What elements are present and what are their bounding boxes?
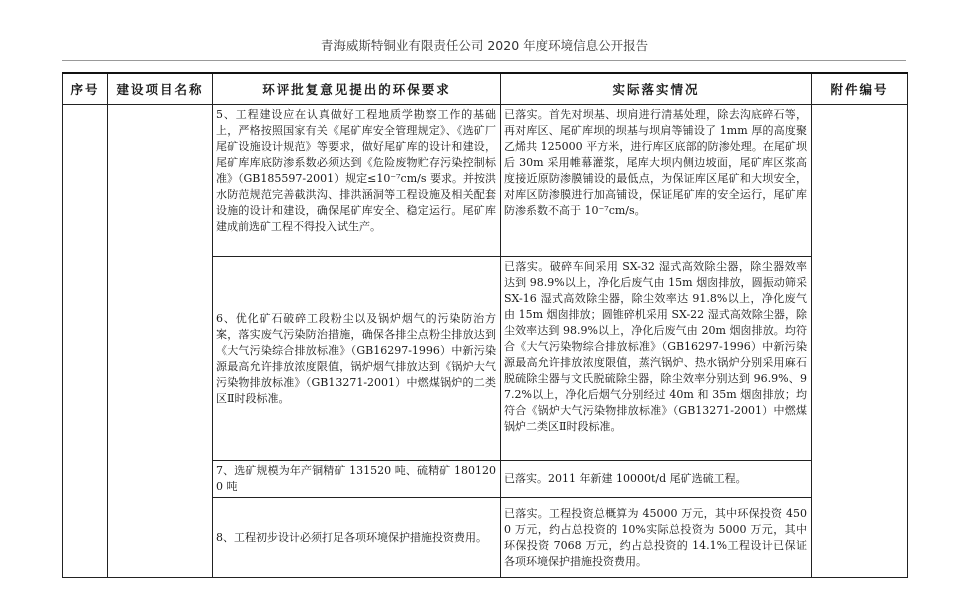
- project-name-cell: [108, 105, 213, 578]
- column-header-project-name: 建设项目名称: [108, 73, 213, 105]
- requirement-text: 7、选矿规模为年产铜精矿 131520 吨、硫精矿 1801200 吨: [216, 464, 496, 493]
- requirement-text: 5、工程建设应在认真做好工程地质学勘察工作的基础上，严格按照国家有关《尾矿库安全管理规定》、《选矿厂尾矿设施设计规范》等要求，做好尾矿库的设计和建设，尾矿库库底防渗系数必须达到《危险废物贮存污染控制标准》（GB185597-2001）规定≤10⁻⁷cm/s 要求。并按洪水防范规范完善截洪沟、排洪涵洞等工程设施及相关配套设施的设计和建设，确保尾矿库安全、稳定运行。尾矿库建成前选矿工程不得投入试生产。: [216, 108, 496, 233]
- implementation-cell: [501, 105, 812, 257]
- implementation-cell: [501, 498, 812, 578]
- requirement-cell: [213, 105, 501, 257]
- requirement-cell: [213, 498, 501, 578]
- table-row: [63, 105, 908, 257]
- implementation-text: 已落实。首先对坝基、坝肩进行清基处理，除去沟底碎石等，再对库区、尾矿库坝的坝基与坝肩等铺设了 1mm 厚的高度聚乙烯共 125000 平方米，进行库区底部的防渗处理。在尾矿坝后 30m 采用帷幕灌浆，尾库大坝内侧边坡面，尾矿库区浆高度接近原防渗膜铺设的最低点，为保证库区尾矿和大坝安全，对库区防渗膜进行加高铺设，保证尾矿库的安全运行，尾矿库防渗系数不高于 10⁻⁷cm/s。: [504, 108, 807, 217]
- attachment-cell: [812, 105, 908, 578]
- column-header-requirements: 环评批复意见提出的环保要求: [213, 73, 501, 105]
- table-header-row: [63, 73, 908, 105]
- index-cell: [63, 105, 108, 578]
- document-header-title: 青海威斯特铜业有限责任公司 2020 年度环境信息公开报告: [320, 38, 649, 53]
- requirement-text: 8、工程初步设计必须打足各项环境保护措施投资费用。: [216, 530, 487, 544]
- requirement-cell: [213, 461, 501, 498]
- implementation-text: 已落实。2011 年新建 10000t/d 尾矿选硫工程。: [504, 472, 747, 485]
- implementation-text: 已落实。工程投资总概算为 45000 万元，其中环保投资 4500 万元，约占总投资的 10%实际总投资为 5000 万元，其中环保投资 7068 万元，约占总投资的 14.1%工程设计已保证各项环境保护措施投资费用。: [504, 506, 807, 568]
- implementation-cell: [501, 257, 812, 461]
- column-header-implementation: 实际落实情况: [501, 73, 812, 105]
- header-divider: [62, 60, 906, 61]
- requirement-cell: [213, 257, 501, 461]
- requirement-text: 6、优化矿石破碎工段粉尘以及锅炉烟气的污染防治方案，落实废气污染防治措施，确保各排尘点粉尘排放达到《大气污染综合排放标准》（GB16297-1996）中新污染源最高允许排放浓度限值，锅炉烟气排放达到《锅炉大气污染物排放标准》（GB13271-2001）中燃煤锅炉的二类区Ⅱ时段标准。: [216, 311, 496, 405]
- implementation-text: 已落实。破碎车间采用 SX-32 湿式高效除尘器，除尘器效率达到 98.9%以上，净化后废气由 15m 烟囱排放，圆振动筛采 SX-16 湿式高效除尘器，除尘效率达 91.8%以上，净化废气由 15m 烟囱排放；圆锥碎机采用 SX-22 湿式高效除尘器，除尘效率达到 98.9%以上，净化后废气由 20m 烟囱排放。均符合《大气污染物综合排放标准》（GB16297-1996）中新污染源最高允许排放浓度限值，蒸汽锅炉、热水锅炉分别采用麻石脱硫除尘器与文氏脱硫除尘器，除尘效率分别达到 96.9%、97.2%以上，净化后烟气分别经过 40m 和 35m 烟囱排放；均符合《锅炉大气污染物排放标准》（GB13271-2001）中燃煤锅炉二类区Ⅱ时段标准。: [504, 260, 807, 433]
- environmental-requirements-table: [62, 72, 908, 578]
- implementation-cell: [501, 461, 812, 498]
- column-header-index: 序号: [63, 73, 108, 105]
- column-header-attachment-no: 附件编号: [812, 73, 908, 105]
